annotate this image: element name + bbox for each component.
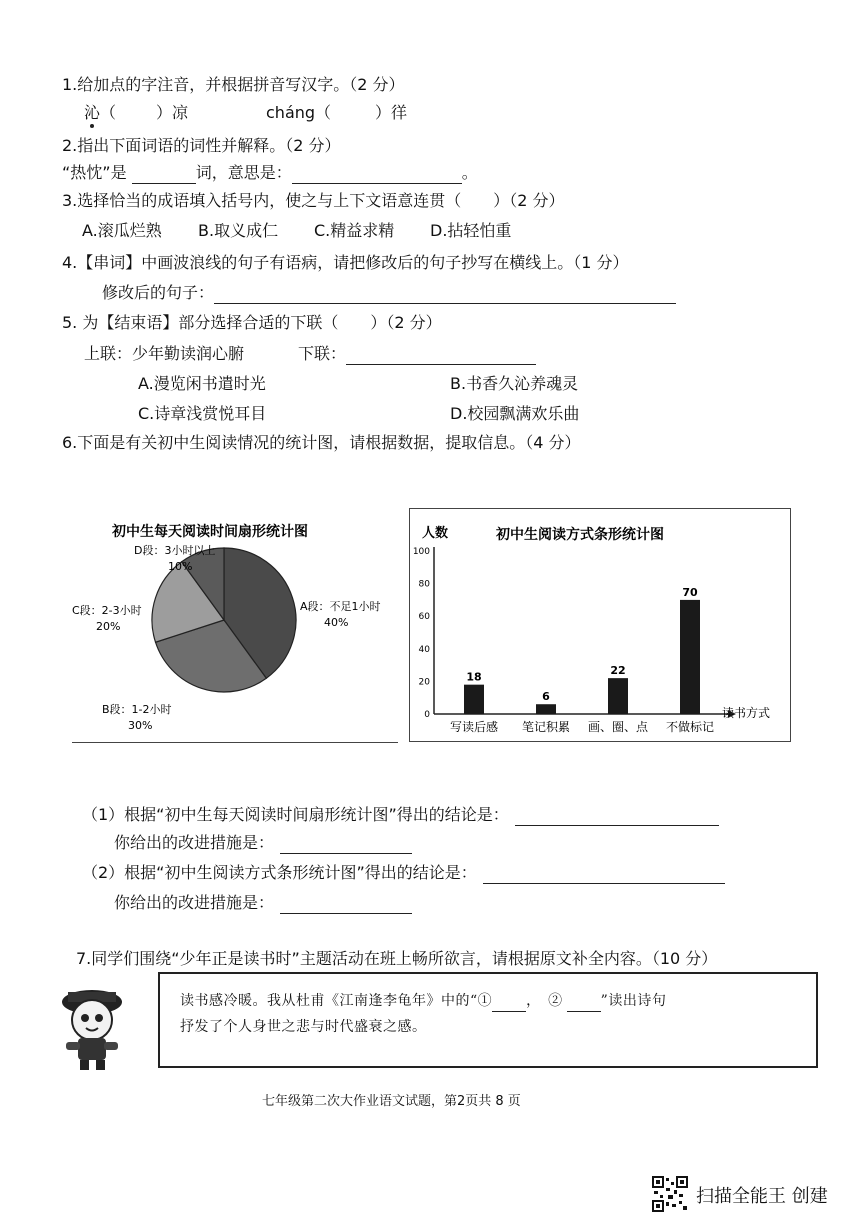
bar-category-label: 画、圈、点 (587, 720, 649, 734)
q6-title: 6.下面是有关初中生阅读情况的统计图，请根据数据，提取信息。（4 分） (62, 433, 581, 452)
pie-label-a: A段：不足1小时 (300, 600, 381, 613)
bar-title: 初中生阅读方式条形统计图 (496, 527, 664, 543)
q1-item-b (266, 102, 407, 124)
q7-title: 7.同学们围绕“少年正是读书时”主题活动在班上畅所欲言，请根据原文补全内容。（10 分） (76, 949, 718, 968)
bar-category-label: 笔记积累 (521, 720, 571, 734)
q6-sub1-blank-a[interactable] (515, 809, 719, 826)
q6-sub1-blank-b[interactable] (280, 837, 412, 854)
q2-blank-pos[interactable] (132, 167, 196, 184)
q7-line1-pre: 读书感冷暖。我从杜甫《江南逢李龟年》中的“① (180, 993, 493, 1009)
q7-blank-2[interactable] (567, 997, 601, 1012)
q5-lower (298, 343, 536, 365)
q4-label: 修改后的句子： (102, 283, 215, 302)
pie-label-b: B段：1-2小时 (102, 703, 172, 716)
q7-line1-mid: ， ② (526, 993, 563, 1009)
pie-pct-b: 30% (128, 719, 153, 732)
pie-title: 初中生每天阅读时间扇形统计图 (112, 524, 308, 540)
bar-ytick-label: 0 (424, 710, 430, 720)
bar-0 (464, 685, 484, 714)
bar-category-label: 写读后感 (449, 720, 499, 734)
bar-value-label: 18 (466, 670, 482, 684)
qr-code-icon (652, 1176, 688, 1212)
q7-blank-1[interactable] (492, 997, 526, 1012)
pie-chart (72, 508, 398, 742)
bar-value-label: 6 (542, 690, 550, 704)
page-footer: 七年级第二次大作业语文试题，第2页共 8 页 (262, 1094, 521, 1109)
q5-lower-label: 下联： (298, 344, 347, 363)
q7-box-line2: 抒发了个人身世之悲与时代盛衰之感。 (180, 1019, 427, 1035)
q6-sub2-a: （2）根据“初中生阅读方式条形统计图”得出的结论是： (82, 863, 477, 882)
bar-chart (410, 509, 790, 741)
q1-title: 1.给加点的字注音，并根据拼音写汉字。（2 分） (62, 75, 405, 94)
pie-pct-c: 20% (96, 620, 121, 633)
q1-item-b-pre: cháng（ (266, 103, 332, 122)
q3-option-d: D.拈轻怕重 (430, 221, 512, 240)
q6-sub1-measure (114, 832, 412, 854)
bar-ytick-label: 100 (412, 547, 430, 557)
bar-ytick-label: 20 (418, 677, 430, 688)
bar-3 (680, 600, 700, 714)
q3-option-a: A.滚瓜烂熟 (82, 221, 162, 240)
q6-sub1-a: （1）根据“初中生每天阅读时间扇形统计图”得出的结论是： (82, 805, 509, 824)
bar-ytick-label: 40 (418, 644, 430, 655)
q6-sub2-blank-a[interactable] (483, 867, 725, 884)
q1-item-b-post: ）徉 (375, 103, 408, 122)
q5-option-c: C.诗章浅赏悦耳目 (138, 404, 267, 423)
pie-label-c: C段：2-3小时 (72, 604, 142, 617)
emphasis-dot (90, 124, 94, 128)
bar-category-label: 不做标记 (665, 720, 715, 734)
pie-chart-box (72, 508, 398, 743)
q2-blank-meaning[interactable] (292, 167, 462, 184)
bar-value-label: 22 (610, 664, 626, 678)
bar-value-label: 70 (682, 585, 698, 599)
q2-line (62, 162, 478, 184)
q1-item-a (84, 102, 188, 124)
bar-chart-box (409, 508, 791, 742)
q6-sub1-conclusion (82, 804, 719, 826)
bar-2 (608, 678, 628, 714)
bar-ytick-label: 80 (418, 579, 430, 590)
q1-item-a-post: ）凉 (156, 103, 189, 122)
q7-box-line1 (180, 990, 666, 1012)
pie-pct-d: 10% (168, 560, 193, 573)
q1-item-a-pre: 沁（ (84, 103, 117, 122)
q3-option-c: C.精益求精 (314, 221, 395, 240)
q6-sub2-conclusion (82, 862, 725, 884)
pie-label-d: D段：3小时以上 (134, 544, 216, 557)
q7-line1-post: ”读出诗句 (600, 993, 667, 1009)
q6-sub2-b: 你给出的改进措施是： (114, 893, 275, 912)
q5-upper: 上联：少年勤读润心腑 (84, 344, 245, 363)
q4-answer-line (102, 282, 676, 304)
q2-line-end: 。 (461, 163, 478, 182)
q4-blank[interactable] (214, 287, 676, 304)
q6-sub2-measure (114, 892, 412, 914)
q2-line-mid: 词，意思是： (195, 163, 292, 182)
bar-bars (450, 586, 714, 734)
q6-sub1-b: 你给出的改进措施是： (114, 833, 275, 852)
q6-sub2-blank-b[interactable] (280, 897, 412, 914)
q5-blank[interactable] (346, 348, 536, 365)
pie-pct-a: 40% (324, 616, 349, 629)
q5-option-a: A.漫览闲书遣时光 (138, 374, 266, 393)
q2-line-pre: “热忱”是 (62, 163, 127, 182)
q5-option-d: D.校园飘满欢乐曲 (450, 404, 580, 423)
cartoon-reader-icon (52, 980, 132, 1072)
scanner-watermark: 扫描全能王 创建 (696, 1186, 828, 1207)
q5-title: 5. 为【结束语】部分选择合适的下联（ ）（2 分） (62, 313, 442, 332)
q3-title: 3.选择恰当的成语填入括号内，使之与上下文语意连贯（ ）（2 分） (62, 191, 565, 210)
bar-xlabel: 读书方式 (722, 706, 771, 720)
bar-ylabel: 人数 (422, 526, 449, 541)
q4-title: 4.【串词】中画波浪线的句子有语病，请把修改后的句子抄写在横线上。（1 分） (62, 253, 629, 272)
q2-title: 2.指出下面词语的词性并解释。（2 分） (62, 136, 341, 155)
q3-option-b: B.取义成仁 (198, 221, 279, 240)
bar-1 (536, 704, 556, 714)
q5-option-b: B.书香久沁养魂灵 (450, 374, 579, 393)
bar-ytick-label: 60 (418, 612, 430, 623)
